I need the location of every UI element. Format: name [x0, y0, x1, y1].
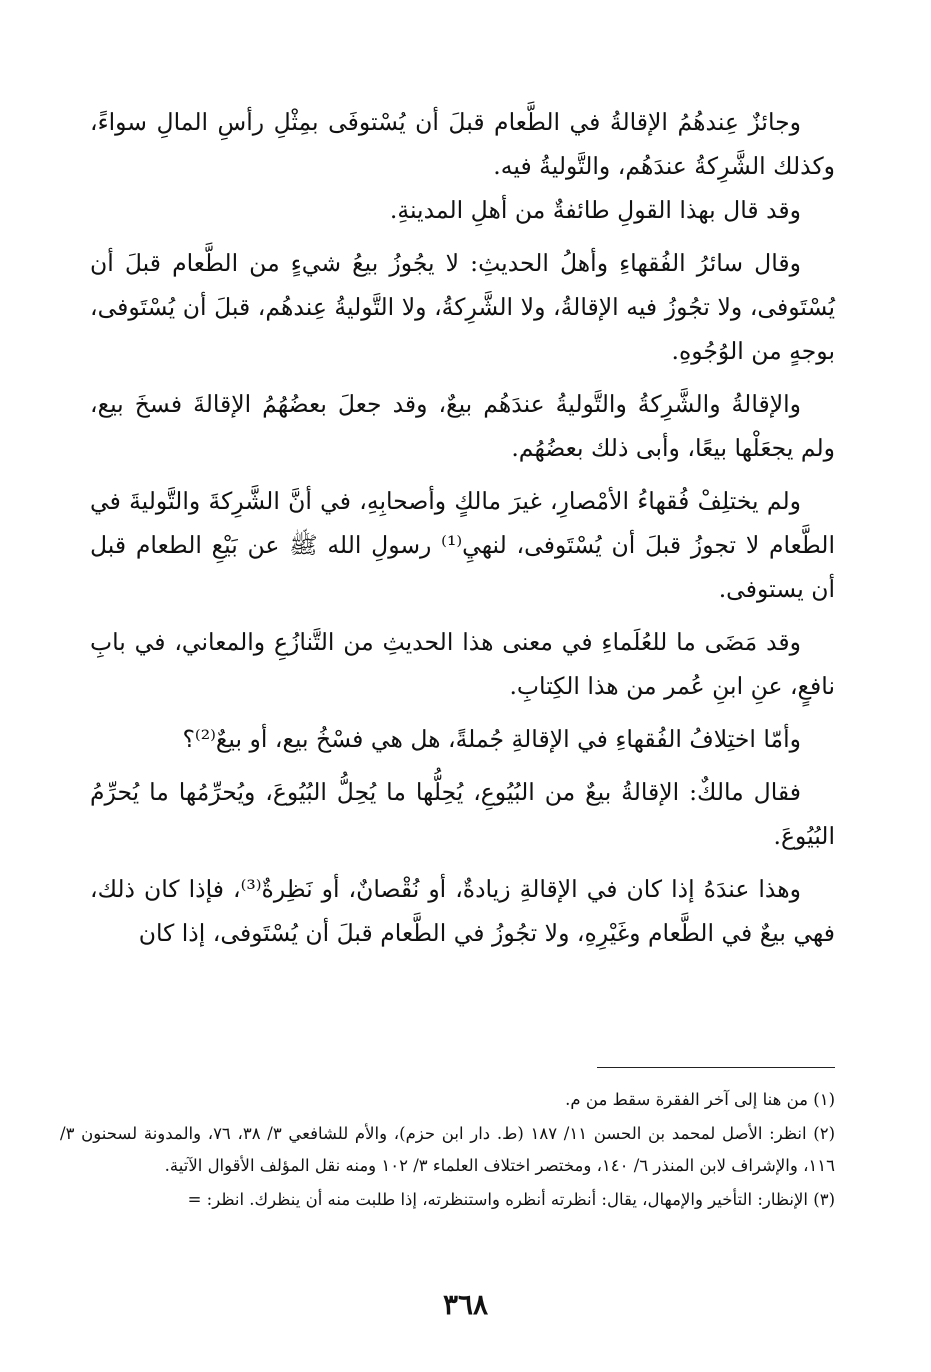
footnote: (١) من هنا إلى آخر الفقرة سقط من م. [565, 1090, 835, 1109]
paragraph: ولم يختلِفْ فُقهاءُ الأمْصارِ، غيرَ مالكٍ وأصحابِهِ، في أنَّ الشَّرِكةَ والتَّوليةَ في الطَّعام لا تجوزُ قبلَ أن يُسْتَوفى، لنهيِ⁽¹⁾ رسولِ الله ﷺ عن بَيْعِ الطعام قبل أن يستوفى. [90, 487, 835, 603]
page-number: ٣٦٨ [442, 1288, 489, 1321]
paragraph: وهذا عندَهُ إذا كان في الإقالةِ زيادةٌ، أو نُقْصانٌ، أو نَظِرةٌ⁽³⁾، فإذا كان ذلك، فهي بيعٌ في الطَّعام وغَيْرِهِ، ولا تجُوزُ في الطَّعام قبلَ أن يُسْتَوفى، إذا كان [90, 875, 835, 947]
paragraph: وقد مَضَى ما للعُلَماءِ في معنى هذا الحديثِ من التَّنازُعِ والمعاني، في بابِ نافعٍ، عنِ ابنِ عُمر من هذا الكِتابِ. [90, 628, 835, 700]
footnote: (٢) انظر: الأصل لمحمد بن الحسن ١١/ ١٨٧ (ط. دار ابن حزم)، والأم للشافعي ٣/ ٣٨، ٧٦، والمدونة لسحنون ٣/ ١١٦، والإشراف لابن المنذر ٦/ ١٤٠، ومختصر اختلاف العلماء ٣/ ١٠٢ ومنه نقل المؤلف الأقوال الآتية. [60, 1124, 835, 1175]
paragraph: وأمّا اختِلافُ الفُقهاءِ في الإقالةِ جُملةً، هل هي فسْخُ بيع، أو بيعٌ⁽²⁾؟ [182, 725, 801, 753]
footnote-divider [597, 1067, 835, 1068]
paragraph: وجائزٌ عِندهُمُ الإقالةُ في الطَّعام قبلَ أن يُسْتوفَى بمِثْلِ رأسِ المالِ سواءً، وكذلك الشَّرِكةُ عندَهُم، والتَّوليةُ فيه. [90, 108, 835, 180]
footnotes [60, 1084, 835, 1218]
main-text [90, 100, 835, 964]
paragraph: وقد قال بهذا القولِ طائفةٌ من أهلِ المدينةِ. [389, 196, 801, 224]
footnote: (٣) الإنظار: التأخير والإمهال، يقال: أنظرته أنظره واستنظرته، إذا طلبت منه أن ينظرك. انظر: = [187, 1190, 835, 1209]
paragraph: فقال مالكٌ: الإقالةُ بيعٌ من البُيُوعِ، يُحِلُّها ما يُحِلُّ البُيُوعَ، ويُحرِّمُها ما يُحرِّمُ البُيُوعَ. [90, 778, 835, 850]
paragraph: والإقالةُ والشَّرِكةُ والتَّوليةُ عندَهُم بيعٌ، وقد جعلَ بعضُهُمُ الإقالةَ فسخَ بيع، ولم يجعَلْها بيعًا، وأبى ذلك بعضُهُم. [90, 390, 835, 462]
paragraph: وقال سائرُ الفُقهاءِ وأهلُ الحديثِ: لا يجُوزُ بيعُ شيءٍ من الطَّعام قبلَ أن يُسْتَوفى، ولا تجُوزُ فيه الإقالةُ، ولا الشَّرِكةُ، ولا التَّوليةُ عِندهُم، قبلَ أن يُسْتَوفى، بوجهٍ من الوُجُوهِ. [90, 249, 835, 365]
